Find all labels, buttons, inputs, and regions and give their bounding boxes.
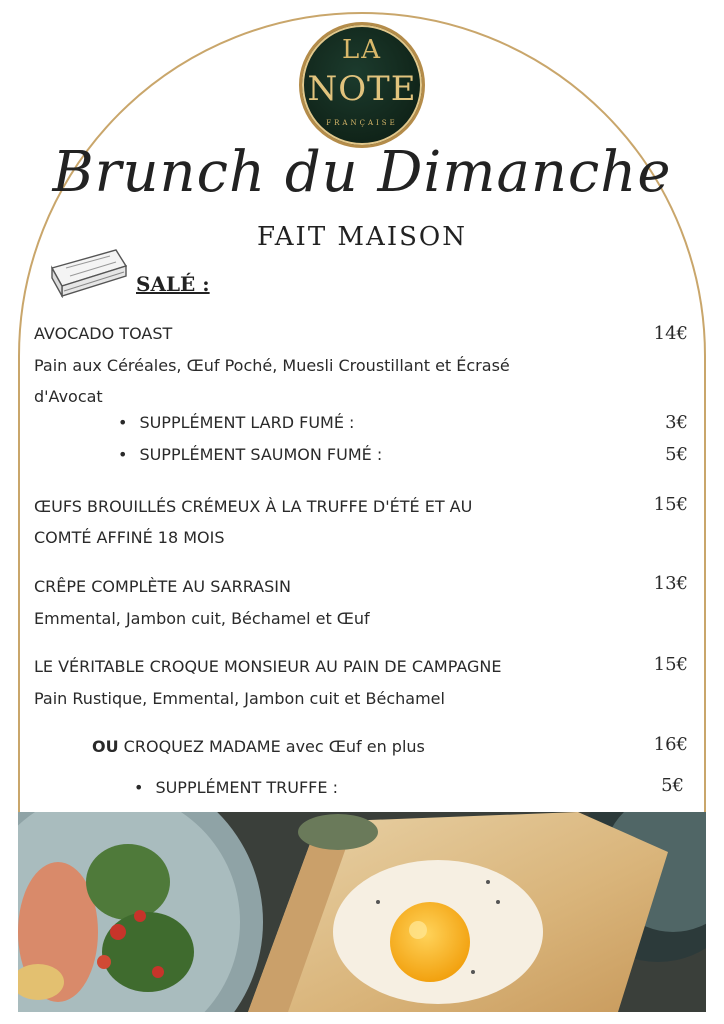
restaurant-logo (299, 22, 425, 148)
item-price-croque: 15€ (653, 654, 688, 675)
logo-text-sub: FRANÇAISE (326, 119, 398, 127)
food-photo (18, 812, 706, 1012)
logo-text-top: LA (341, 35, 383, 65)
supplement-saumon-price: 5€ (665, 444, 688, 465)
supplement-saumon: • SUPPLÉMENT SAUMON FUMÉ : (118, 445, 382, 464)
supplement-lard: • SUPPLÉMENT LARD FUMÉ : (118, 413, 354, 432)
section-heading-sale: SALÉ : (136, 272, 210, 296)
item-name-oeufs-line2: COMTÉ AFFINÉ 18 MOIS (34, 528, 225, 547)
item-price-crepe: 13€ (653, 573, 688, 594)
item-name-oeufs-line1: ŒUFS BROUILLÉS CRÉMEUX À LA TRUFFE D'ÉTÉ ET AU (34, 497, 473, 516)
supplement-truffe-price: 5€ (661, 775, 684, 796)
logo-text-main: NOTE (307, 69, 417, 109)
menu-title: Brunch du Dimanche (52, 140, 672, 205)
or-label: OU (92, 737, 119, 756)
item-desc-avocado-toast-line1: Pain aux Céréales, Œuf Poché, Muesli Croustillant et Écrasé (34, 356, 510, 375)
supplement-truffe: • SUPPLÉMENT TRUFFE : (134, 778, 338, 797)
croque-madame-text: CROQUEZ MADAME avec Œuf en plus (118, 737, 425, 756)
item-price-madame: 16€ (653, 734, 688, 755)
item-name-crepe: CRÊPE COMPLÈTE AU SARRASIN (34, 577, 291, 596)
supplement-lard-price: 3€ (665, 412, 688, 433)
item-price-oeufs: 15€ (653, 494, 688, 515)
item-desc-croque: Pain Rustique, Emmental, Jambon cuit et Béchamel (34, 689, 445, 708)
menu-subtitle: FAIT MAISON (257, 222, 467, 252)
item-desc-avocado-toast-line2: d'Avocat (34, 387, 103, 406)
item-croque-madame (92, 737, 425, 756)
item-name-croque: LE VÉRITABLE CROQUE MONSIEUR AU PAIN DE CAMPAGNE (34, 657, 502, 676)
item-price-avocado-toast: 14€ (653, 323, 688, 344)
item-name-avocado-toast: AVOCADO TOAST (34, 324, 173, 343)
item-desc-crepe: Emmental, Jambon cuit, Béchamel et Œuf (34, 609, 370, 628)
sandwich-icon (46, 246, 132, 298)
